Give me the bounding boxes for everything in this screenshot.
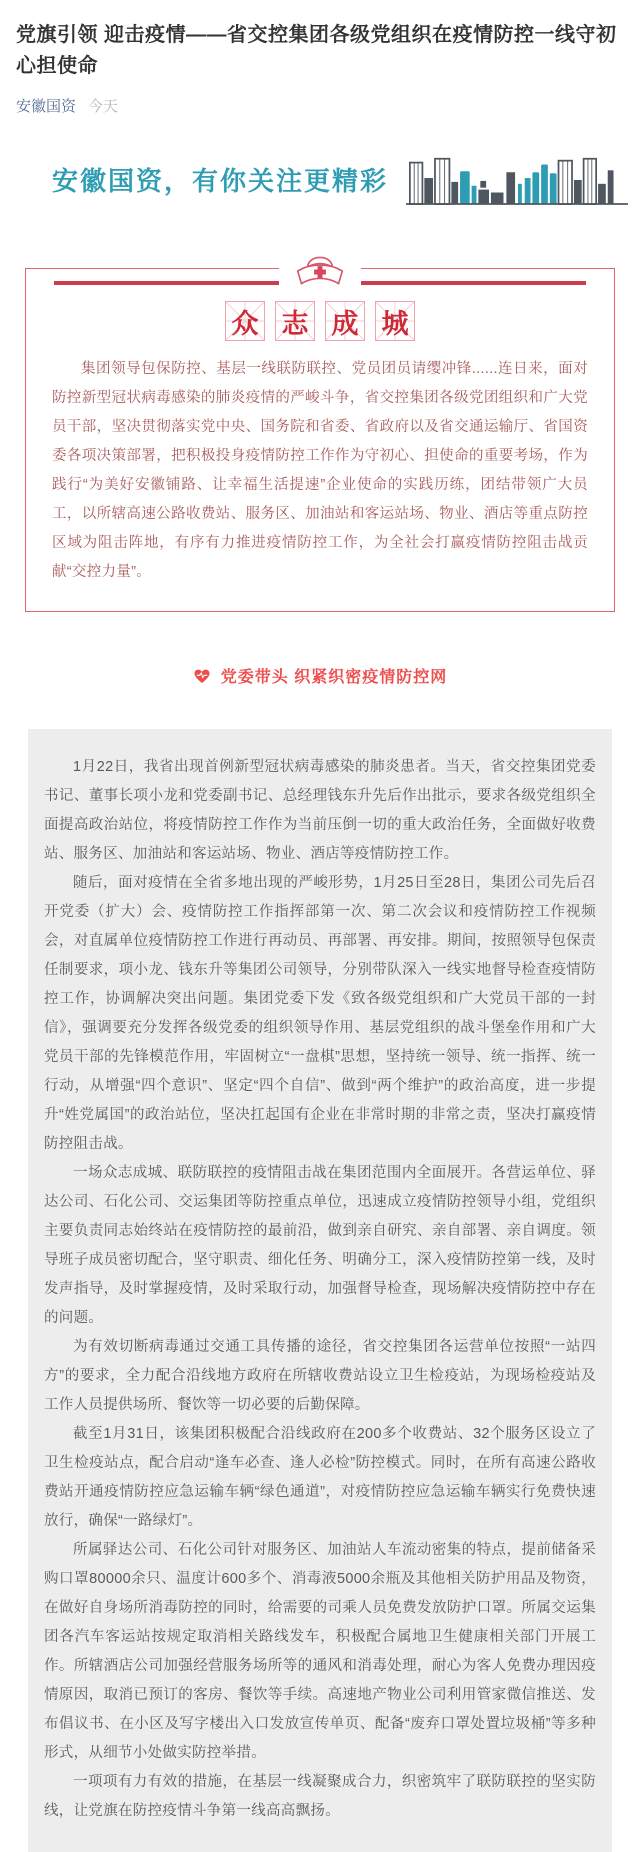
- slogan-char: 志: [275, 301, 315, 341]
- city-skyline-illustration: [406, 149, 628, 209]
- body-paragraph: 1月22日，我省出现首例新型冠状病毒感染的肺炎患者。当天，省交控集团党委书记、董事长项小龙和党委副书记、总经理钱东升先后作出批示，要求各级党组织全面提高政治站位，将疫情防控工作作为当前压倒一切的重大政治任务，全面做好收费站、服务区、加油站和客运站场、物业、酒店等疫情防控工作。: [44, 759, 596, 862]
- body-paragraph: 一项项有力有效的措施，在基层一线凝聚成合力，织密筑牢了联防联控的坚实防线，让党旗在防控疫情斗争第一线高高飘扬。: [44, 1774, 596, 1819]
- section-heading-text: 党委带头 织紧织密疫情防控网: [220, 669, 448, 686]
- body-paragraph: 截至1月31日，该集团积极配合沿线政府在200多个收费站、32个服务区设立了卫生检疫站点，配合启动“逢车必查、逢人必检”防控模式。同时，在所有高速公路收费站开通疫情防控应急运输车辆“绿色通道”，对疫情防控应急运输车辆实行免费快速放行，确保“一路绿灯”。: [44, 1426, 596, 1529]
- slogan-char: 城: [375, 301, 415, 341]
- body-paragraph: 一场众志成城、联防联控的疫情阻击战在集团范围内全面展开。各营运单位、驿达公司、石化公司、交运集团等防控重点单位，迅速成立疫情防控领导小组，党组织主要负责同志始终站在疫情防控的最前沿，做到亲自研究、亲自部署、亲自调度。领导班子成员密切配合，坚守职责、细化任务、明确分工，深入疫情防控第一线，及时发声指导，及时掌握疫情，及时采取行动，加强督导检查，现场解决疫情防控中存在的问题。: [44, 1165, 596, 1326]
- account-banner: [0, 138, 640, 220]
- article-body: [28, 729, 612, 1852]
- slogan-char: 成: [325, 301, 365, 341]
- nurse-cap-icon: [279, 248, 361, 288]
- banner-slogan: 安徽国资，有你关注更精彩: [52, 165, 389, 196]
- slogan-char: 众: [225, 301, 265, 341]
- page: [0, 20, 640, 1852]
- publish-date: 今天: [88, 98, 119, 115]
- slogan-chars-row: [46, 301, 594, 341]
- body-paragraph: 所属驿达公司、石化公司针对服务区、加油站人车流动密集的特点，提前储备采购口罩80000余只、温度计600多个、消毒液5000余瓶及其他相关防护用品及物资，在做好自身场所消毒防控的同时，给需要的司乘人员免费发放防护口罩。所属交运集团各汽车客运站按规定取消相关路线发车，积极配合属地卫生健康相关部门开展工作。所辖酒店公司加强经营服务场所等的通风和消毒处理，耐心为客人免费办理因疫情原因，取消已预订的客房、餐饮等手续。高速地产物业公司利用管家微信推送、发布倡议书、在小区及写字楼出入口发放宣传单页、配备“废弃口罩处置垃圾桶”等多种形式，从细节小处做实防控举措。: [44, 1542, 596, 1761]
- section-heading: [0, 664, 640, 687]
- article-title: 党旗引领 迎击疫情——省交控集团各级党组织在疫情防控一线守初心担使命: [16, 24, 617, 77]
- body-paragraph: 为有效切断病毒通过交通工具传播的途径，省交控集团各运营单位按照“一站四方”的要求，全力配合沿线地方政府在所辖收费站设立卫生检疫站，为现场检疫站及工作人员提供场所、餐饮等一切必要的后勤保障。: [44, 1339, 596, 1413]
- highlight-box: [25, 268, 615, 612]
- heartbeat-heart-icon: [193, 667, 211, 685]
- highlight-paragraph: 集团领导包保防控、基层一线联防联控、党员团员请缨冲锋......连日来，面对防控新型冠状病毒感染的肺炎疫情的严峻斗争，省交控集团各级党团组织和广大党员干部，坚决贯彻落实党中央、国务院和省委、省政府以及省交通运输厅、省国资委各项决策部署，把积极投身疫情防控工作作为守初心、担使命的重要考场，作为践行“为美好安徽铺路、让幸福生活提速”企业使命的实践历练，团结带领广大员工，以所辖高速公路收费站、服务区、加油站和客运站场、物业、酒店等重点防控区域为阻击阵地，有序有力推进疫情防控工作，为全社会打赢疫情防控阻击战贡献“交控力量”。: [52, 361, 588, 580]
- source-link[interactable]: 安徽国资: [16, 98, 77, 115]
- body-paragraph: 随后，面对疫情在全省多地出现的严峻形势，1月25日至28日，集团公司先后召开党委（扩大）会、疫情防控工作指挥部第一次、第二次会议和疫情防控工作视频会，对直属单位疫情防控工作进行再动员、再部署、再安排。期间，按照领导包保责任制要求，项小龙、钱东升等集团公司领导，分别带队深入一线实地督导检查疫情防控工作，协调解决突出问题。集团党委下发《致各级党组织和广大党员干部的一封信》，强调要充分发挥各级党委的组织领导作用、基层党组织的战斗堡垒作用和广大党员干部的先锋模范作用，牢固树立“一盘棋”思想，坚持统一领导、统一指挥、统一行动，从增强“四个意识”、坚定“四个自信”、做到“两个维护”的政治高度，进一步提升“姓党属国”的政治站位，坚决扛起国有企业在非常时期的非常之责，坚决打赢疫情防控阻击战。: [44, 875, 596, 1152]
- article-meta: [16, 95, 624, 116]
